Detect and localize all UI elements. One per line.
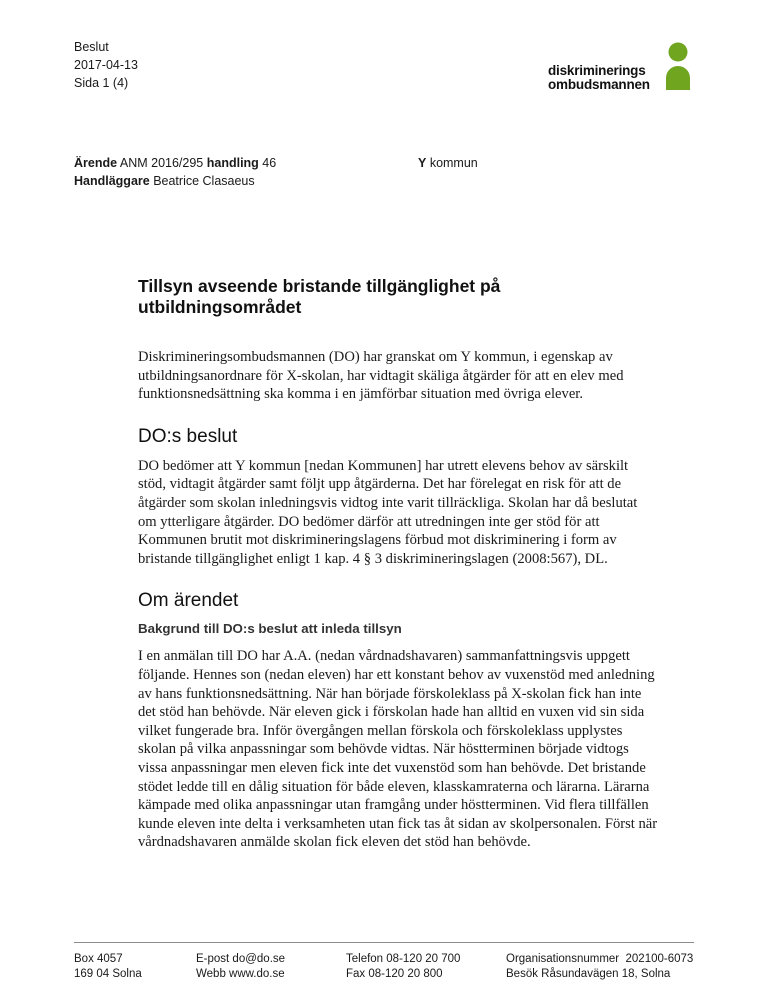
bakgrund-paragraph: I en anmälan till DO har A.A. (nedan vårdnadshavaren) sammanfattningsvis uppgett följande. Hennes son (nedan eleven) har ett konstant behov av vuxenstöd med anledning av hans funktionsnedsättning. När han började förskoleklass på X-skolan fick han inte det stöd han behövde. När eleven gick i förskolan hade han alltid en vuxen vid sin sida vilket fungerade bra. Inför övergången mellan förskola och förskoleklass upplystes skolan på vilka anpassningar som behövde vidtas. När höstterminen började vidtogs vissa anpassningar men eleven fick inte det vuxenstöd som han behövde. Det bristande stödet ledde till en dålig situation för både eleven, klasskamraterna och lärarna. Lärarna kämpade med olika anpassningar utan framgång under höstterminen. Vid flera tillfällen kunde eleven inte delta i verksamheten utan fick tas åt sidan av skolpersonalen. Först när vårdnadshavaren anmälde skolan fick eleven det stöd han behövde. (138, 648, 658, 851)
document-header (74, 38, 138, 92)
footer-web (196, 952, 285, 982)
footer-visit-address: Besök Råsundavägen 18, Solna (506, 968, 671, 980)
footer-org-number: Organisationsnummer 202100-6073 (506, 953, 694, 965)
arende-value: ANM 2016/295 (117, 156, 207, 170)
do-logo (548, 42, 694, 94)
document-date: 2017-04-13 (74, 58, 138, 72)
document-title: Tillsyn avseende bristande tillgänglighet på utbildningsområdet (138, 276, 501, 317)
footer-address (74, 952, 142, 982)
subsection-heading-bakgrund: Bakgrund till DO:s beslut att inleda tillsyn (138, 621, 402, 637)
officer-line (74, 172, 276, 190)
recipient-bold: Y (418, 156, 427, 170)
footer-telephone: Telefon 08-120 20 700 (346, 953, 461, 965)
footer-postal: 169 04 Solna (74, 968, 142, 980)
footer-org (506, 952, 693, 982)
intro-paragraph: Diskrimineringsombudsmannen (DO) har granskat om Y kommun, i egenskap av utbildningsanordnare för X-skolan, har vidtagit skäliga åtgärder för att en elev med funktionsnedsättning ska komma i en jämförbar situation med övriga elever. (138, 349, 624, 403)
footer-phone (346, 952, 460, 982)
footer-fax: Fax 08-120 20 800 (346, 968, 443, 980)
logo-line-2: ombudsmannen (548, 77, 650, 92)
handlaggare-label: Handläggare (74, 174, 150, 188)
logo-wordmark (548, 64, 650, 92)
handling-label: handling (206, 156, 259, 170)
recipient (418, 154, 478, 172)
case-metadata (74, 154, 276, 190)
section-heading-beslut: DO:s beslut (138, 425, 238, 447)
section-heading-om-arendet: Om ärendet (138, 590, 239, 612)
document-type: Beslut (74, 40, 109, 54)
main-content (138, 276, 658, 852)
handling-value: 46 (258, 156, 277, 170)
handlaggare-value: Beatrice Clasaeus (149, 174, 255, 188)
footer-box: Box 4057 (74, 953, 123, 965)
logo-line-1: diskriminerings (548, 63, 646, 78)
footer-divider (74, 942, 694, 943)
beslut-paragraph: DO bedömer att Y kommun [nedan Kommunen] har utrett elevens behov av särskilt stöd, vidtagit åtgärder samt följt upp åtgärderna. Det har förelegat en risk för att de åtgärder som skolan inledningsvis vidtog inte varit tillräckliga. Skolan har då beslutat om ytterligare åtgärder. DO bedömer därför att utredningen inte ger stöd för att Kommunen brutit mot diskrimineringslagens förbud mot diskriminering i form av bristande tillgänglighet enligt 1 kap. 4 § 3 diskrimineringslagen (2008:567), DL. (138, 457, 638, 567)
footer-website: Webb www.do.se (196, 968, 285, 980)
recipient-rest: kommun (426, 156, 478, 170)
arende-label: Ärende (74, 156, 118, 170)
case-line (74, 154, 276, 172)
page-number: Sida 1 (4) (74, 76, 129, 90)
footer-email: E-post do@do.se (196, 953, 286, 965)
